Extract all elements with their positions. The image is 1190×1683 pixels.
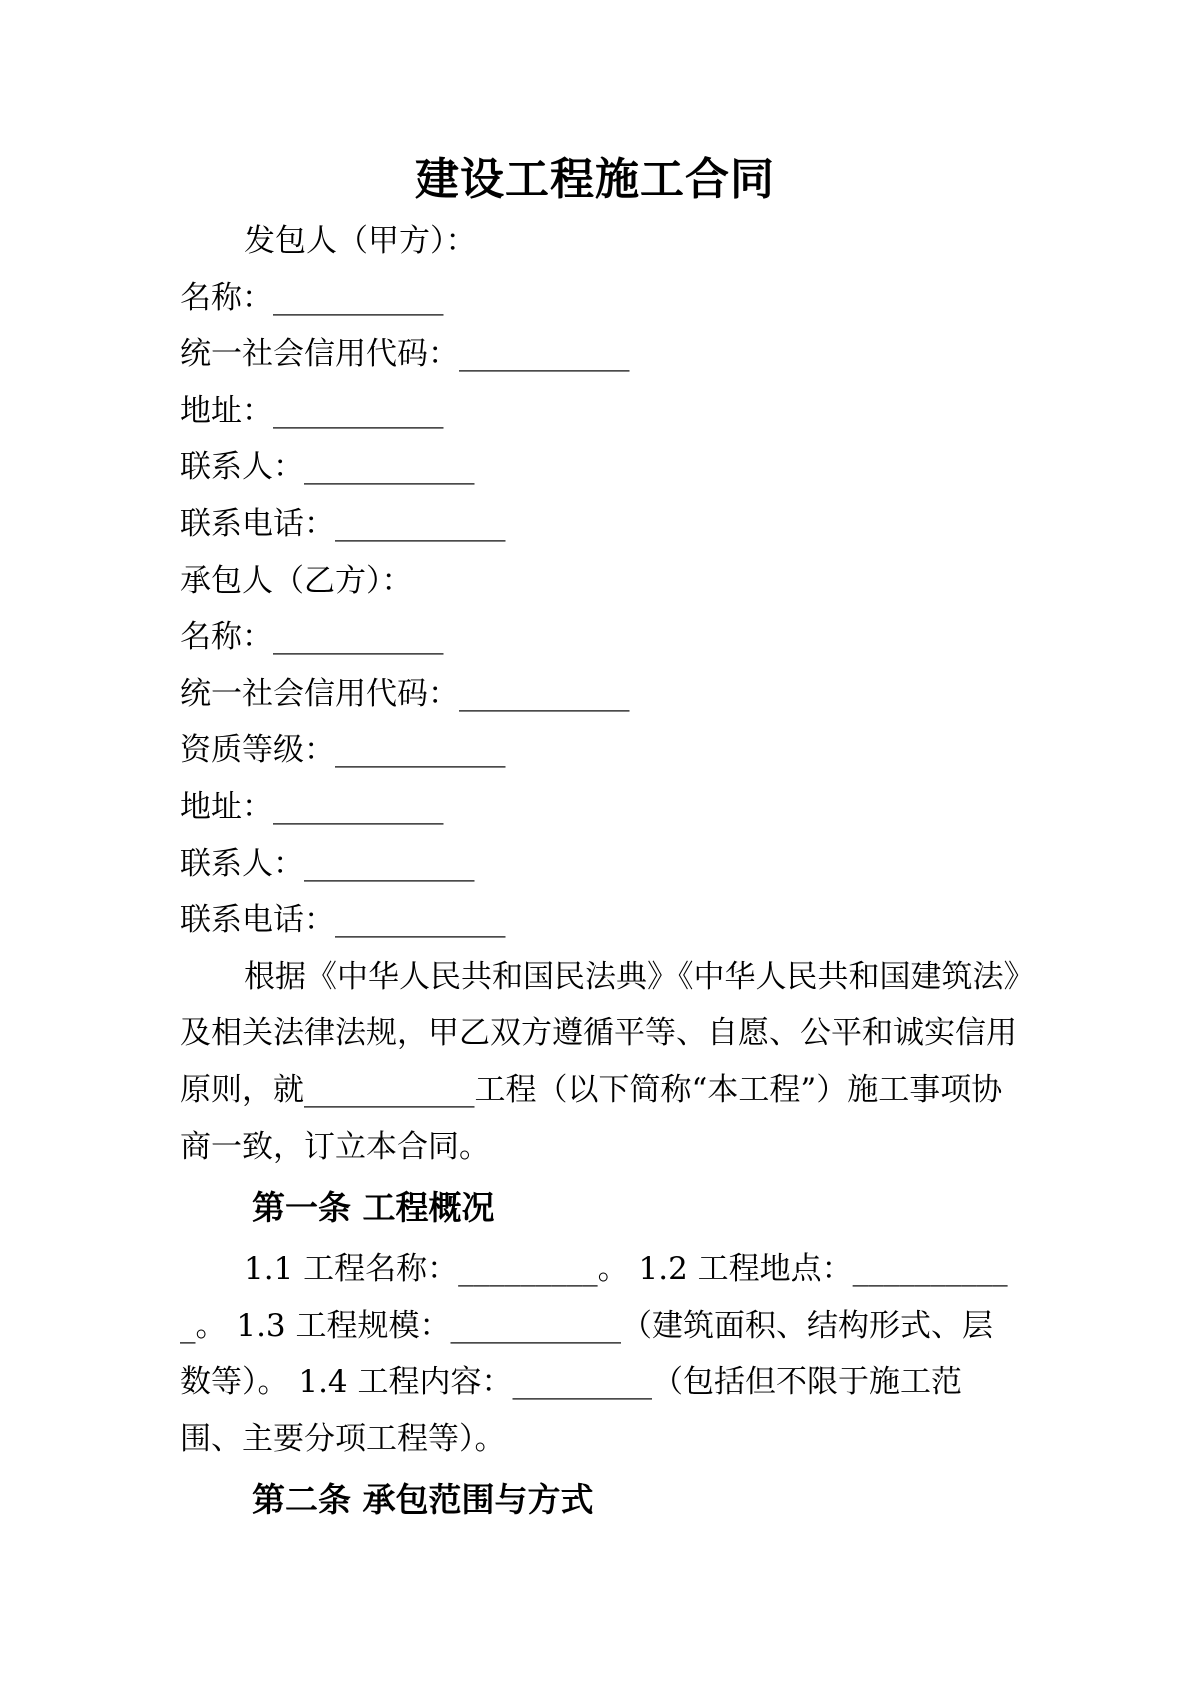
party-b-credit-code-field: 统一社会信用代码：___________: [180, 675, 630, 712]
party-b-name-field: 名称：___________: [180, 619, 444, 656]
party-a-name-field: 名称：___________: [180, 279, 444, 316]
article-2-heading: 第二条 承包范围与方式: [252, 1480, 594, 1520]
preamble-paragraph: 根据《中华人民共和国民法典》《中华人民共和国建筑法》及相关法律法规，甲乙双方遵循平等、自愿、公平和诚实信用原则，就___________工程（以下简称“本工程”）施工事项协商一致，订立本合同。: [180, 958, 1019, 1165]
party-a-contact-field: 联系人：___________: [180, 449, 475, 486]
party-a-heading: 发包人（甲方）：: [244, 223, 477, 259]
document-title: 建设工程施工合同: [415, 154, 775, 205]
party-b-qualification-field: 资质等级：___________: [180, 732, 506, 769]
party-b-address-field: 地址：___________: [180, 788, 444, 825]
document-body: [180, 213, 1020, 1533]
party-a-credit-code-field: 统一社会信用代码：___________: [180, 336, 630, 373]
party-a-phone-field: 联系电话：___________: [180, 505, 506, 542]
party-b-heading: 承包人（乙方）：: [180, 562, 413, 599]
party-a-address-field: 地址：___________: [180, 392, 444, 429]
article-1-heading: 第一条 工程概况: [252, 1188, 495, 1228]
party-b-phone-field: 联系电话：___________: [180, 902, 506, 939]
article-1-text: 1.1 工程名称：_________。 1.2 工程地点：___________。 1.3 工程规模：___________（建筑面积、结构形式、层数等）。 1.4 工程内容：_________（包括但不限于施工范围、主要分项工程等）。: [180, 1251, 1008, 1457]
party-b-contact-field: 联系人：___________: [180, 845, 475, 882]
